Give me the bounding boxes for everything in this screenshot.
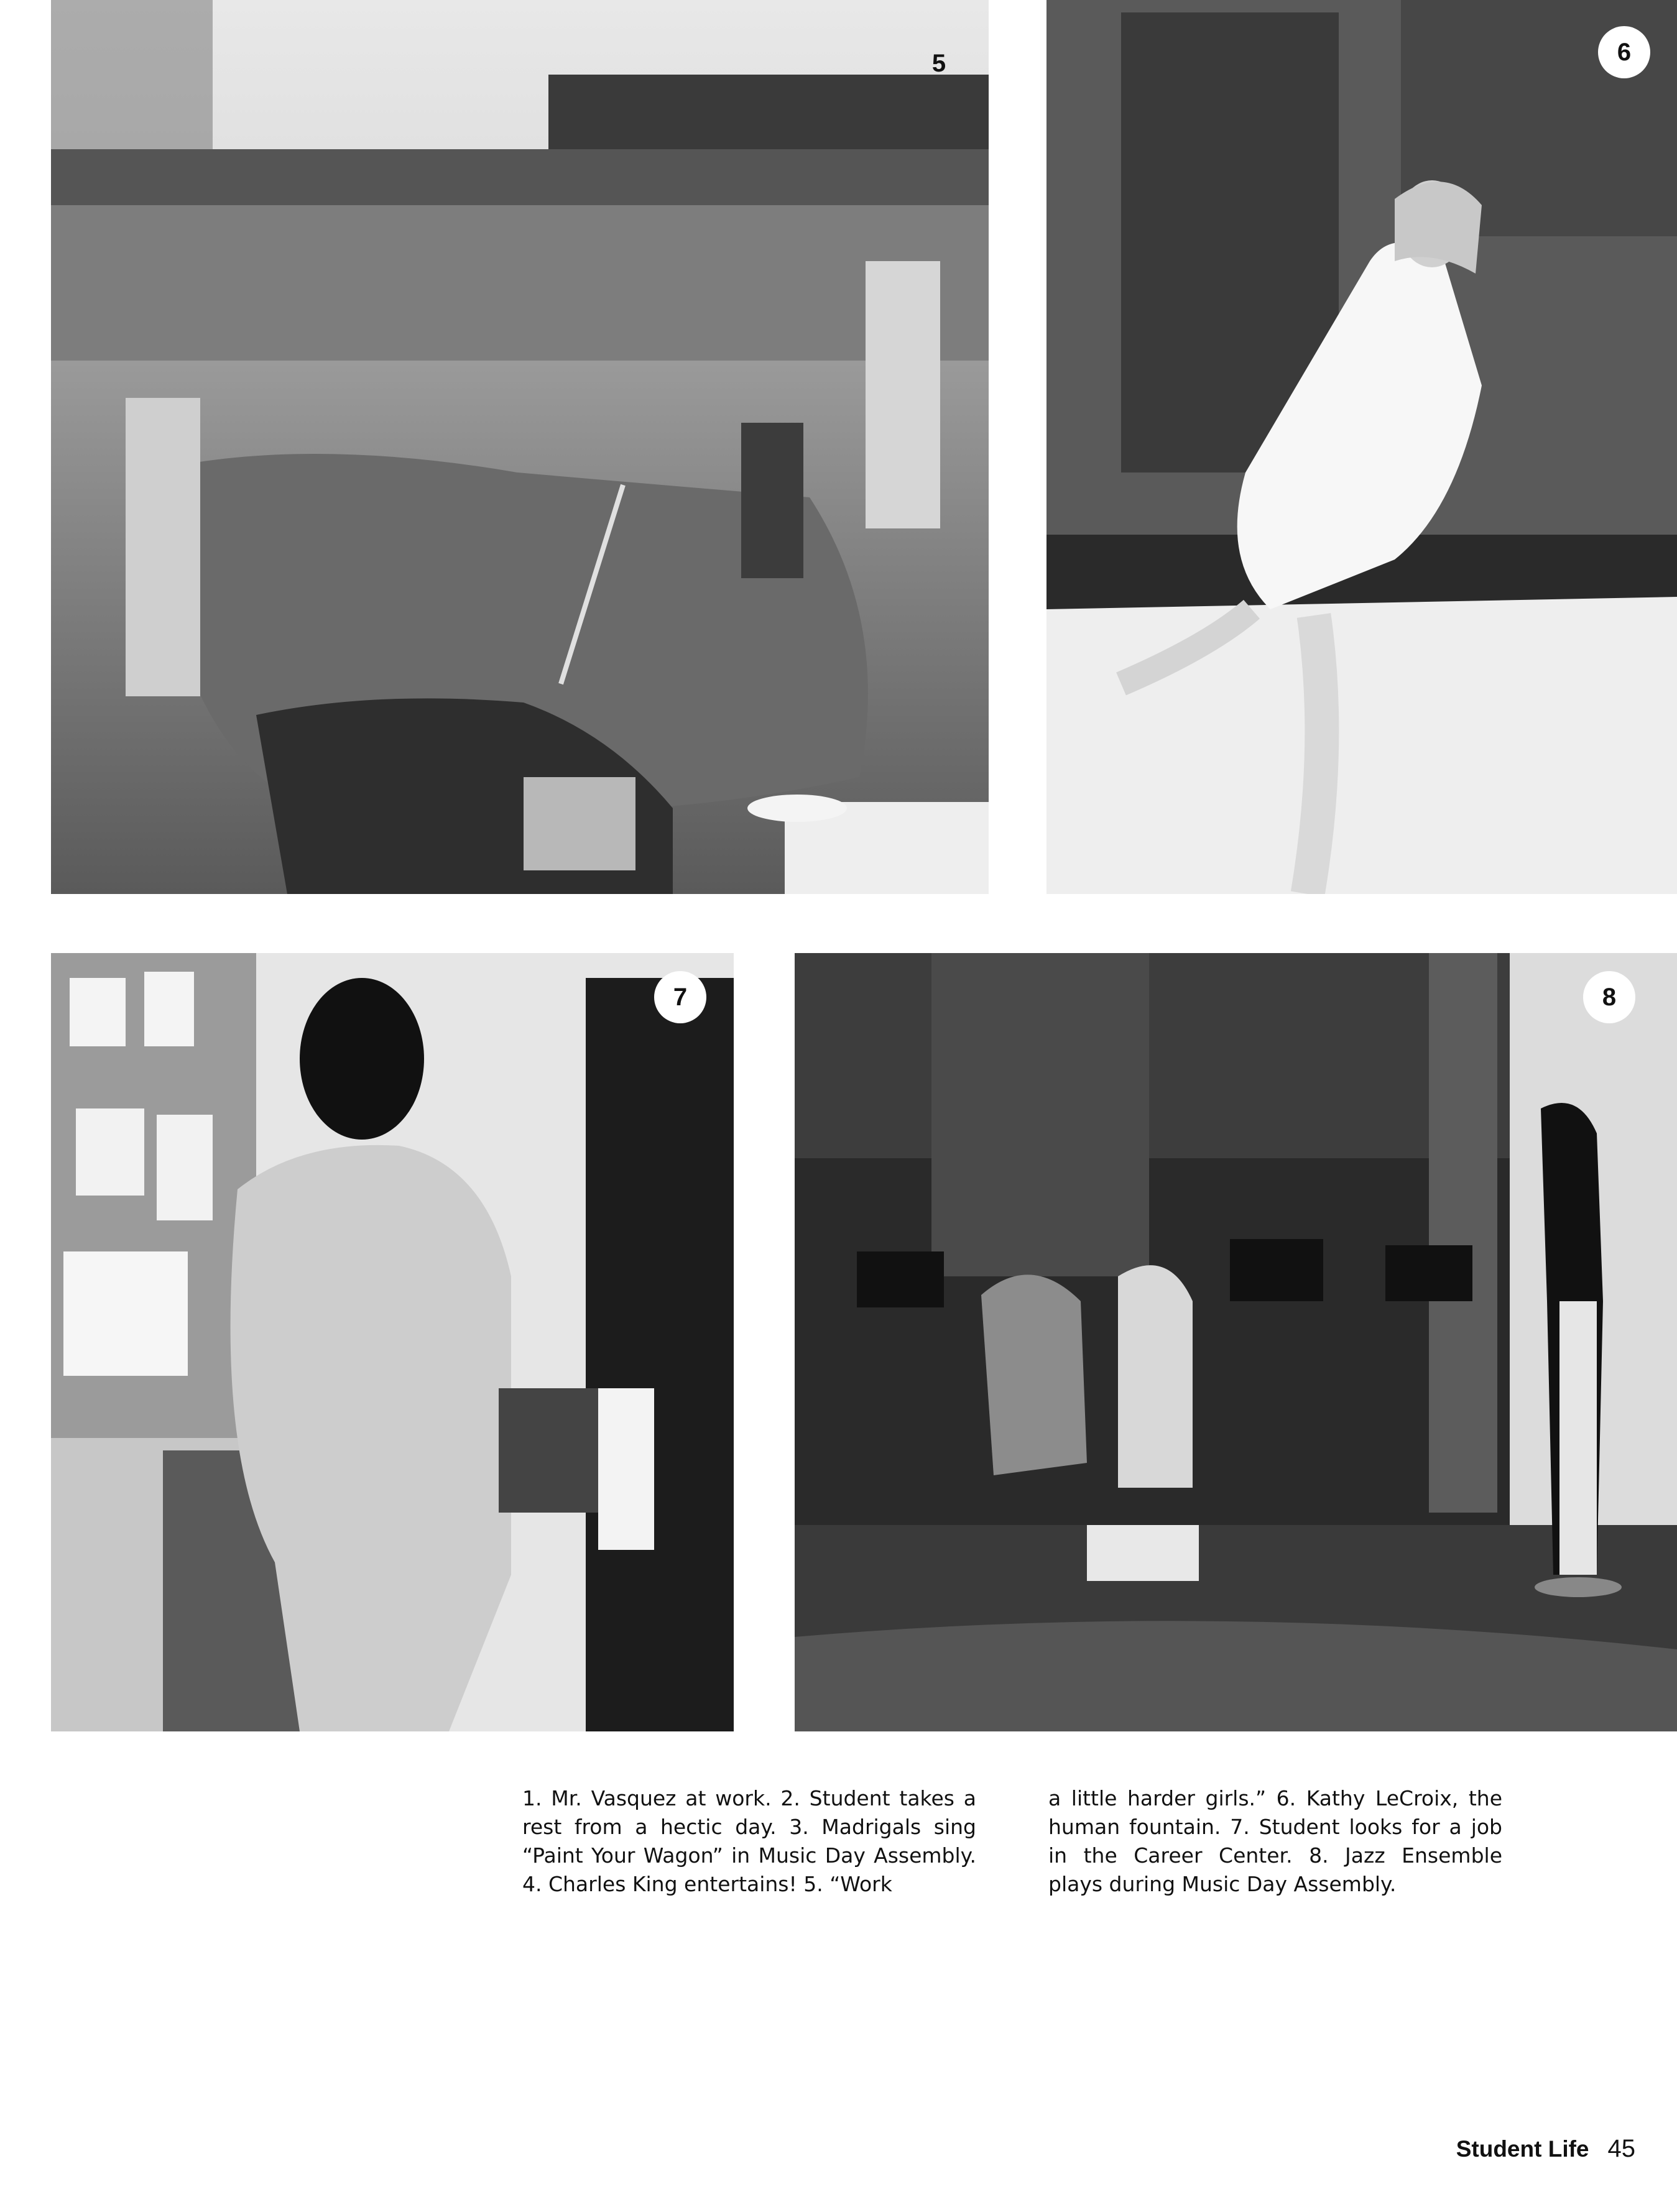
photo-number-5: 5: [931, 50, 946, 77]
photo-career-center: [51, 953, 734, 1731]
photo-pond-work: [51, 0, 989, 894]
caption-column-1: 1. Mr. Vasquez at work. 2. Student takes a rest from a hectic day. 3. Madrigals sing “Paint Your Wagon” in Music Day Assembly. 4. Charles King entertains! 5. “Work: [522, 1786, 976, 1896]
section-title: Student Life: [1456, 2136, 1589, 2162]
photo-number-8: 8: [1583, 971, 1635, 1023]
page-number: 45: [1607, 2135, 1635, 2162]
photo-human-fountain: [1046, 0, 1677, 894]
photo-number-6: 6: [1598, 26, 1650, 78]
page-footer: [1430, 2135, 1635, 2163]
photo-number-7: 7: [654, 971, 706, 1023]
caption-column-2: a little harder girls.” 6. Kathy LeCroix, the human fountain. 7. Student looks for a job in the Career Center. 8. Jazz Ensemble plays during Music Day Assembly.: [1048, 1786, 1502, 1896]
photo-jazz-ensemble: [795, 953, 1677, 1731]
